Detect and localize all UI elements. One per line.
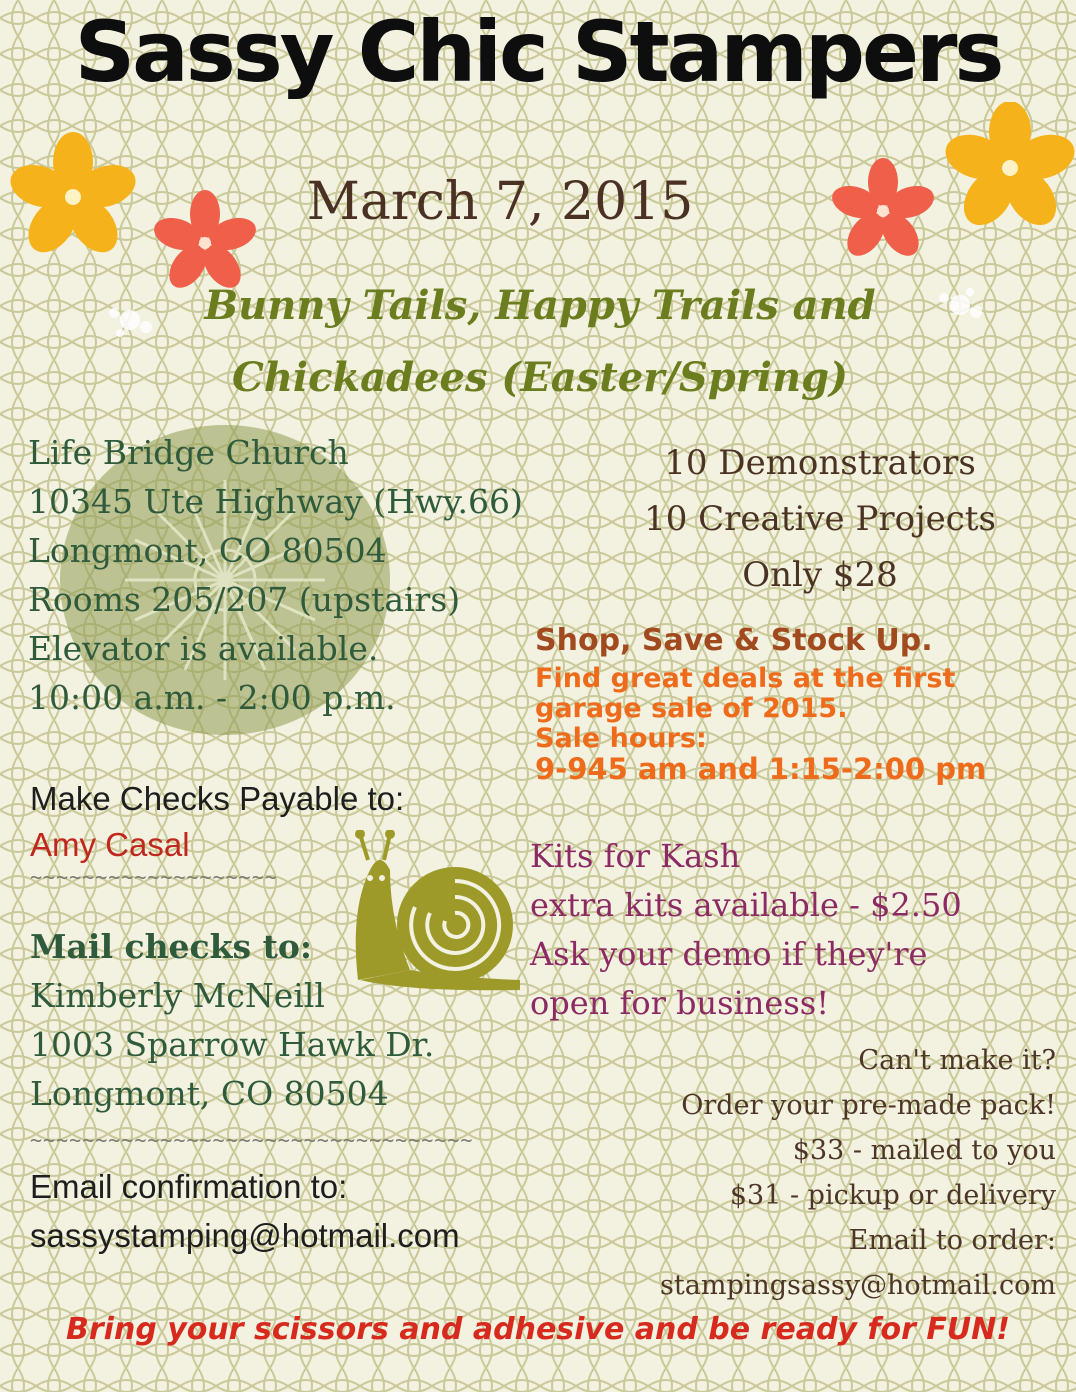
sale-line-2: garage sale of 2015.: [535, 693, 848, 724]
venue-block: [28, 428, 523, 722]
theme-line-2: Chickadees (Easter/Spring): [232, 354, 848, 401]
venue-elevator: Elevator is available.: [28, 629, 379, 668]
mail-street: 1003 Sparrow Hawk Dr.: [30, 1025, 435, 1064]
order-line-3: $33 - mailed to you: [792, 1135, 1056, 1166]
page-title: Sassy Chic Stampers: [74, 3, 1002, 101]
kits-line-2: extra kits available - $2.50: [530, 886, 962, 924]
venue-hours: 10:00 a.m. - 2:00 p.m.: [28, 678, 396, 717]
order-line-1: Can't make it?: [858, 1045, 1056, 1076]
mail-heading: Mail checks to:: [30, 927, 313, 966]
kits-line-1: Kits for Kash: [530, 837, 741, 875]
venue-name: Life Bridge Church: [28, 433, 349, 472]
checks-payable-label: Make Checks Payable to:: [30, 780, 405, 817]
sale-heading: Shop, Save & Stock Up.: [535, 623, 933, 658]
venue-rooms: Rooms 205/207 (upstairs): [28, 580, 461, 619]
checks-payee-name: Amy Casal: [30, 826, 190, 863]
order-line-5: Email to order:: [848, 1225, 1056, 1256]
projects-count: 10 Creative Projects: [644, 499, 996, 539]
kits-line-4: open for business!: [530, 984, 830, 1022]
mail-name: Kimberly McNeill: [30, 976, 325, 1015]
order-email: stampingsassy@hotmail.com: [660, 1270, 1056, 1301]
sale-details: [535, 664, 986, 784]
kits-block: [530, 832, 962, 1028]
event-date: March 7, 2015: [306, 172, 694, 232]
order-line-2: Order your pre-made pack!: [681, 1090, 1056, 1121]
divider-tilde-long: ~~~~~~~~~~~~~~~~~~~~~~~~~~~~~~~~~~: [30, 1128, 474, 1152]
sale-line-1: Find great deals at the first: [535, 663, 956, 694]
theme-line-1: Bunny Tails, Happy Trails and: [204, 282, 876, 329]
order-block: [660, 1038, 1056, 1308]
order-line-4: $31 - pickup or delivery: [729, 1180, 1056, 1211]
email-confirmation-address: sassystamping@hotmail.com: [30, 1217, 460, 1254]
event-price: Only $28: [742, 555, 898, 595]
sale-hours: 9-945 am and 1:15-2:00 pm: [535, 752, 987, 786]
kits-line-3: Ask your demo if they're: [530, 935, 928, 973]
email-confirmation-label: Email confirmation to:: [30, 1168, 348, 1205]
sale-line-3: Sale hours:: [535, 723, 707, 754]
footer-tagline: Bring your scissors and adhesive and be ready for FUN!: [66, 1312, 1010, 1347]
venue-city: Longmont, CO 80504: [28, 531, 387, 570]
mail-city: Longmont, CO 80504: [30, 1074, 389, 1113]
venue-street: 10345 Ute Highway (Hwy.66): [28, 482, 523, 521]
divider-tilde-short: ~~~~~~~~~~~~~~~~~~~: [30, 865, 278, 889]
demonstrators-count: 10 Demonstrators: [664, 443, 976, 483]
mail-block: [30, 922, 434, 1118]
